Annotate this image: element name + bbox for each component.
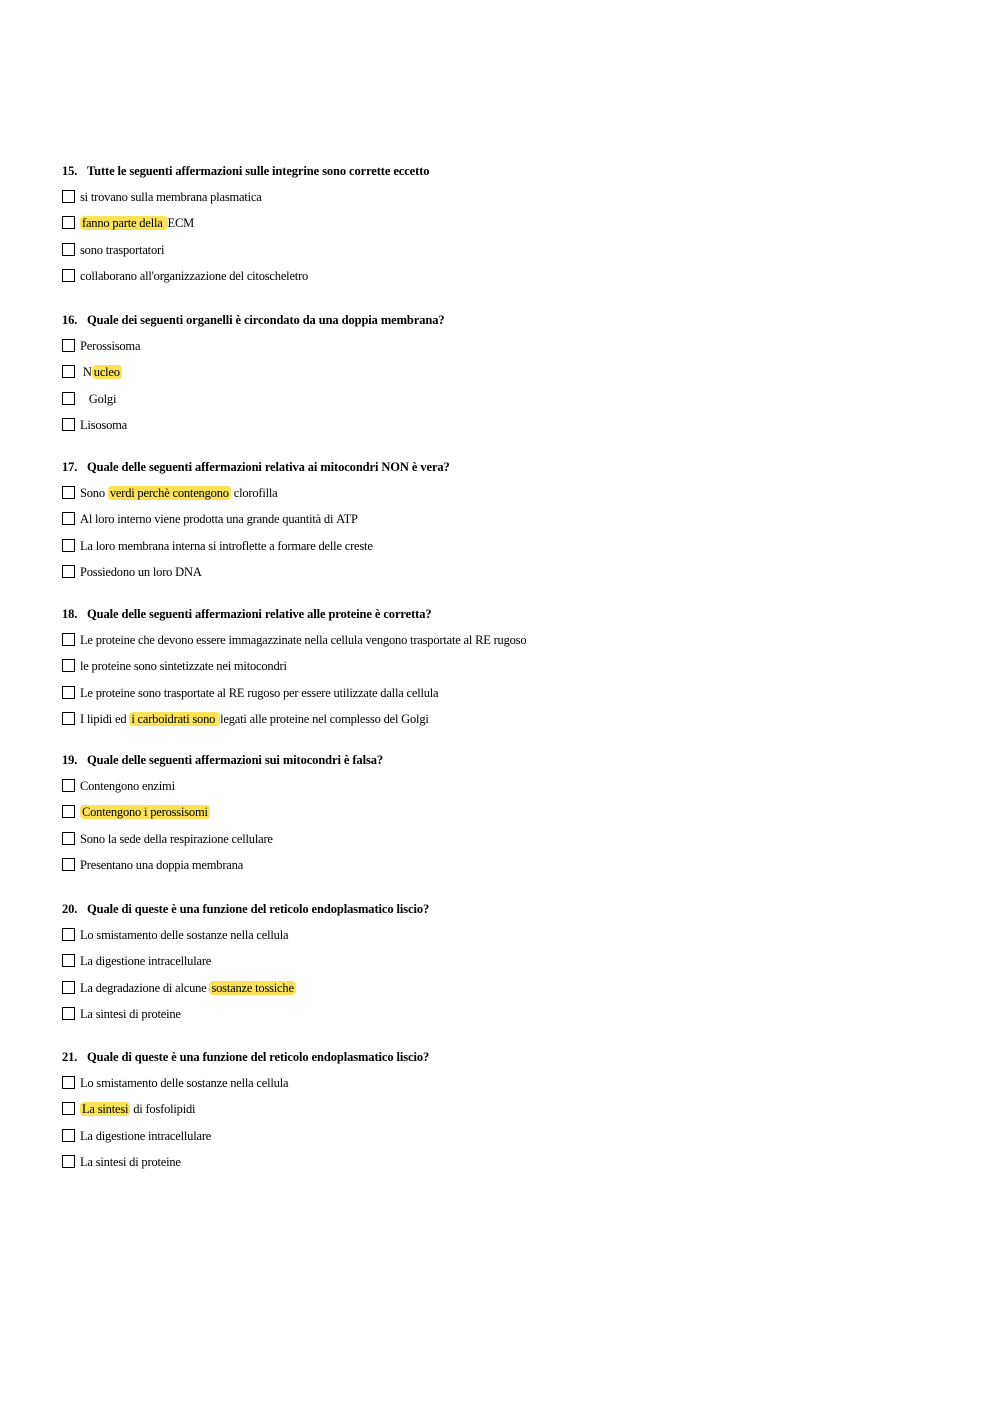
highlighted-text: sostanze tossiche [211, 980, 294, 995]
answer-option [62, 627, 962, 653]
option-text: Lisosoma [80, 418, 128, 433]
option-label [80, 333, 140, 359]
question-text: Tutte le seguenti affermazioni sulle integrine sono corrette eccetto [87, 164, 430, 178]
question-text: Quale di queste è una funzione del reticolo endoplasmatico liscio? [87, 902, 430, 916]
answer-option [62, 533, 962, 559]
question-15 [62, 158, 962, 290]
checkbox[interactable] [62, 805, 75, 818]
option-label [80, 852, 243, 878]
option-label [80, 826, 273, 852]
checkbox[interactable] [62, 216, 75, 229]
question-19 [62, 747, 962, 879]
option-label [80, 1096, 195, 1122]
answer-option [62, 1001, 962, 1027]
option-text: Sono [80, 486, 108, 500]
checkbox[interactable] [62, 190, 75, 203]
answer-option [62, 480, 962, 506]
option-label [80, 653, 287, 679]
option-text: I lipidi ed [80, 712, 130, 727]
option-label [80, 386, 116, 412]
checkbox[interactable] [62, 486, 75, 499]
option-label [80, 480, 278, 506]
answer-option [62, 1149, 962, 1175]
checkbox[interactable] [62, 339, 75, 352]
option-text: La digestione intracellulare [80, 954, 212, 969]
answer-option [62, 386, 962, 412]
checkbox[interactable] [62, 686, 75, 699]
option-label [80, 680, 438, 706]
checkbox[interactable] [62, 1102, 75, 1115]
question-text: Quale di queste è una funzione del reticolo endoplasmatico liscio? [87, 1050, 430, 1064]
answer-option [62, 773, 962, 799]
question-text: Quale delle seguenti affermazioni relativa ai mitocondri NON è vera? [87, 460, 450, 474]
answer-option [62, 680, 962, 706]
checkbox[interactable] [62, 779, 75, 792]
checkbox[interactable] [62, 1007, 75, 1020]
checkbox[interactable] [62, 832, 75, 845]
highlighted-text: ucleo [93, 365, 120, 380]
option-text: Lo smistamento delle sostanze nella cellula [80, 1076, 289, 1090]
option-text: ECM [167, 216, 195, 231]
checkbox[interactable] [62, 1155, 75, 1168]
option-label [80, 1001, 181, 1027]
option-text: N [80, 365, 92, 380]
question-number: 20. [62, 902, 78, 916]
option-label [80, 559, 202, 585]
question-number: 16. [62, 313, 78, 327]
answer-option [62, 210, 962, 236]
question-heading [62, 158, 962, 184]
option-text: si trovano sulla membrana plasmatica [80, 190, 262, 204]
answer-option [62, 653, 962, 679]
question-heading [62, 307, 962, 333]
checkbox[interactable] [62, 712, 75, 725]
checkbox[interactable] [62, 392, 75, 405]
highlighted-text: Contengono i perossisomi [82, 805, 208, 820]
option-text: collaborano all'organizzazione del citoscheletro [80, 269, 309, 284]
answer-option [62, 359, 962, 385]
checkbox[interactable] [62, 659, 75, 672]
option-text: La sintesi di proteine [80, 1155, 181, 1170]
option-text: legati alle proteine nel complesso del Golgi [220, 712, 429, 727]
option-text: La sintesi di proteine [80, 1007, 181, 1022]
answer-option [62, 333, 962, 359]
answer-option [62, 706, 962, 732]
option-label [80, 210, 194, 236]
option-label [80, 799, 210, 825]
option-label [80, 1123, 211, 1149]
option-text: Le proteine sono trasportate al RE rugoso per essere utilizzate dalla cellula [80, 685, 439, 700]
option-text: di fosfolipidi [130, 1102, 196, 1117]
option-label [80, 773, 175, 799]
checkbox[interactable] [62, 1076, 75, 1089]
checkbox[interactable] [62, 928, 75, 941]
question-text: Quale delle seguenti affermazioni relative alle proteine è corretta? [87, 607, 432, 621]
question-21 [62, 1044, 962, 1176]
option-text: Le proteine che devono essere immagazzinate nella cellula vengono trasportate al RE rugoso [80, 633, 527, 647]
question-number: 21. [62, 1050, 78, 1064]
option-label [80, 184, 262, 210]
answer-option [62, 948, 962, 974]
option-label [80, 533, 373, 559]
checkbox[interactable] [62, 418, 75, 431]
highlighted-text: fanno parte della [82, 216, 166, 231]
option-text: clorofilla [230, 486, 278, 500]
highlighted-text: La sintesi [82, 1102, 129, 1117]
answer-option [62, 1070, 962, 1096]
checkbox[interactable] [62, 633, 75, 646]
question-heading [62, 601, 962, 627]
option-text: La loro membrana interna si introflette a formare delle creste [80, 538, 373, 553]
option-label [80, 922, 288, 948]
question-text: Quale dei seguenti organelli è circondato da una doppia membrana? [87, 313, 445, 327]
question-18 [62, 601, 962, 733]
highlighted-text: i carboidrati sono [131, 712, 219, 727]
checkbox[interactable] [62, 858, 75, 871]
question-17 [62, 454, 962, 586]
option-text: sono trasportatori [80, 242, 165, 257]
answer-option [62, 412, 962, 438]
checkbox[interactable] [62, 981, 75, 994]
checkbox[interactable] [62, 512, 75, 525]
answer-option [62, 1096, 962, 1122]
option-label [80, 627, 526, 653]
option-text: Contengono enzimi [80, 779, 175, 793]
option-text: Lo smistamento delle sostanze nella cellula [80, 928, 289, 942]
answer-option [62, 263, 962, 289]
question-number: 15. [62, 164, 78, 178]
answer-option [62, 922, 962, 948]
option-text: La degradazione di alcune [80, 980, 210, 995]
question-number: 19. [62, 753, 78, 767]
option-label [80, 412, 127, 438]
option-text: La digestione intracellulare [80, 1128, 212, 1143]
checkbox[interactable] [62, 539, 75, 552]
checkbox[interactable] [62, 365, 75, 378]
question-heading [62, 454, 962, 480]
checkbox[interactable] [62, 565, 75, 578]
option-text: Sono la sede della respirazione cellulare [80, 831, 273, 846]
question-heading [62, 896, 962, 922]
answer-option [62, 237, 962, 263]
answer-option [62, 559, 962, 585]
answer-option [62, 826, 962, 852]
highlighted-text: verdi perchè contengono [109, 486, 229, 500]
option-label [80, 237, 164, 263]
question-heading [62, 1044, 962, 1070]
option-label [80, 706, 429, 732]
option-label [80, 506, 358, 532]
answer-option [62, 1123, 962, 1149]
option-text: Presentano una doppia membrana [80, 858, 244, 873]
answer-option [62, 184, 962, 210]
option-label [80, 1149, 181, 1175]
answer-option [62, 975, 962, 1001]
checkbox[interactable] [62, 1129, 75, 1142]
option-text: Perossisoma [80, 339, 141, 353]
checkbox[interactable] [62, 954, 75, 967]
option-label [80, 263, 308, 289]
option-text: Golgi [80, 391, 117, 406]
checkbox[interactable] [62, 243, 75, 256]
option-label [80, 948, 211, 974]
question-number: 17. [62, 460, 78, 474]
option-text: Al loro interno viene prodotta una grande quantità di ATP [80, 512, 358, 527]
option-label [80, 359, 122, 385]
option-text: Possiedono un loro DNA [80, 565, 202, 580]
answer-option [62, 506, 962, 532]
option-text: le proteine sono sintetizzate nei mitocondri [80, 659, 287, 674]
question-20 [62, 896, 962, 1028]
answer-option [62, 799, 962, 825]
option-label [80, 975, 296, 1001]
question-text: Quale delle seguenti affermazioni sui mitocondri è falsa? [87, 753, 384, 767]
checkbox[interactable] [62, 269, 75, 282]
question-heading [62, 747, 962, 773]
question-number: 18. [62, 607, 78, 621]
option-label [80, 1070, 288, 1096]
answer-option [62, 852, 962, 878]
question-16 [62, 307, 962, 439]
